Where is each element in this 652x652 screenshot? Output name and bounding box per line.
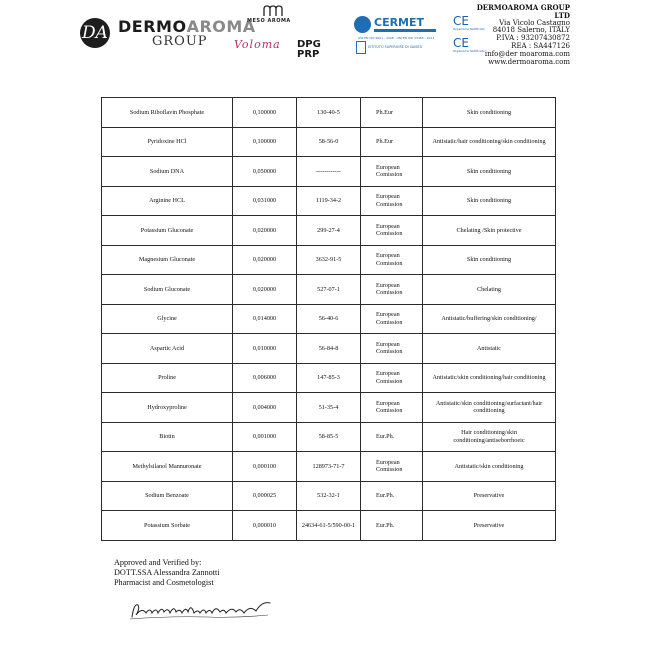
approver-name: DOTT.SSA Alessandra Zannotti <box>114 568 220 577</box>
concentration-cell: 0,020000 <box>233 245 297 275</box>
cas-number-cell: 51-35-4 <box>297 393 361 423</box>
ingredient-name-cell: Hydroxyproline <box>102 393 233 423</box>
iss-shield-icon <box>356 41 366 54</box>
voloma-logo: Voloma <box>234 38 281 51</box>
table-row <box>102 216 556 246</box>
function-cell: Skin conditioning <box>423 245 556 275</box>
concentration-cell: 0,050000 <box>233 157 297 187</box>
cermet-label: CERMET <box>374 16 425 29</box>
table-row <box>102 452 556 482</box>
ce-mark-1-text: CE <box>453 14 469 28</box>
company-vat: P.IVA : 93207430872 <box>496 34 570 43</box>
ingredient-name-cell: Sodium Riboflavin Phosphate <box>102 98 233 128</box>
ingredient-name-cell: Potassium Sorbate <box>102 511 233 541</box>
function-cell: Chelating /Skin protective <box>423 216 556 246</box>
approved-label: Approved and Verified by: <box>114 558 202 567</box>
ingredient-table-body <box>102 98 556 541</box>
meso-aroma-label: MESO AROMA <box>247 18 291 24</box>
function-cell: Chelating <box>423 275 556 305</box>
ingredient-name-cell: Pyridoxine HCl <box>102 127 233 157</box>
table-row <box>102 186 556 216</box>
reference-cell: European Comission <box>361 157 423 187</box>
function-cell: Skin conditioning <box>423 98 556 128</box>
approver-role: Pharmacist and Cosmetologist <box>114 578 214 587</box>
cas-number-cell: 56-84-8 <box>297 334 361 364</box>
ingredient-name-cell: Magnesium Gluconate <box>102 245 233 275</box>
cas-number-cell: 532-32-1 <box>297 481 361 511</box>
concentration-cell: 0,031000 <box>233 186 297 216</box>
ingredient-table <box>101 97 556 541</box>
cas-number-cell: 299-27-4 <box>297 216 361 246</box>
reference-cell: European Comission <box>361 275 423 305</box>
cas-number-cell: 128973-71-7 <box>297 452 361 482</box>
ingredient-name-cell: Sodium Gluconate <box>102 275 233 305</box>
ce-mark-2-sub: Organismo Notificato <box>453 49 485 53</box>
dpg-prp-logo <box>297 40 321 60</box>
cas-number-cell: 58-85-5 <box>297 422 361 452</box>
ingredient-name-cell: Potassium Gluconate <box>102 216 233 246</box>
ce-mark-1-sub: Organismo Notificato <box>453 27 485 31</box>
dermoaroma-monogram-logo: DA <box>80 18 110 48</box>
function-cell: Preservative <box>423 481 556 511</box>
concentration-cell: 0,000010 <box>233 511 297 541</box>
meso-aroma-logo-icon <box>263 5 283 17</box>
function-cell: Hair conditioning/skin conditioning/antiseborrhoeic <box>423 422 556 452</box>
company-email: info@der moaroma.com <box>484 49 570 58</box>
cermet-logo-icon <box>354 16 371 33</box>
verification-block <box>114 558 220 588</box>
reference-cell: European Comission <box>361 304 423 334</box>
function-cell: Preservative <box>423 511 556 541</box>
concentration-cell: 0,000100 <box>233 452 297 482</box>
reference-cell: European Comission <box>361 393 423 423</box>
reference-cell: European Comission <box>361 452 423 482</box>
reference-cell: European Comission <box>361 245 423 275</box>
letterhead <box>0 0 652 80</box>
company-name: DERMOAROMA GROUP LTD <box>476 3 570 20</box>
function-cell: Skin conditioning <box>423 157 556 187</box>
brand-prefix: DERMO <box>118 17 187 36</box>
function-cell: Antistatic <box>423 334 556 364</box>
iss-label: ISTITUTO SUPERIORE DI SANITÀ <box>368 45 422 49</box>
brand-group: GROUP <box>152 34 208 49</box>
concentration-cell: 0,100000 <box>233 98 297 128</box>
table-row <box>102 422 556 452</box>
ingredient-name-cell: Sodium DNA <box>102 157 233 187</box>
cas-number-cell: 58-56-0 <box>297 127 361 157</box>
concentration-cell: 0,020000 <box>233 275 297 305</box>
company-website: www.dermoaroma.com <box>488 57 570 66</box>
reference-cell: Ph.Eur <box>361 98 423 128</box>
cas-number-cell: 147-85-3 <box>297 363 361 393</box>
function-cell: Skin conditioning <box>423 186 556 216</box>
company-street: Via Vicolo Castagno <box>499 18 570 27</box>
table-row <box>102 275 556 305</box>
reference-cell: Eur.Ph. <box>361 481 423 511</box>
concentration-cell: 0,004000 <box>233 393 297 423</box>
ingredient-name-cell: Sodium Benzoate <box>102 481 233 511</box>
table-row <box>102 304 556 334</box>
concentration-cell: 0,100000 <box>233 127 297 157</box>
function-cell: Antistatic/skin conditioning/surfactant/hair conditioning <box>423 393 556 423</box>
ingredient-name-cell: Methylsilanol Mannuronate <box>102 452 233 482</box>
ingredient-name-cell: Proline <box>102 363 233 393</box>
ingredient-name-cell: Biotin <box>102 422 233 452</box>
cas-number-cell: 130-40-5 <box>297 98 361 128</box>
cermet-certification-line: UNI EN ISO 9001 - 2008 · UNI EN ISO 13485 - 2012 <box>358 36 435 40</box>
reference-cell: European Comission <box>361 334 423 364</box>
prp-line: PRP <box>297 49 320 60</box>
cas-number-cell: 527-07-1 <box>297 275 361 305</box>
table-row <box>102 393 556 423</box>
ingredient-name-cell: Aspartic Acid <box>102 334 233 364</box>
function-cell: Antistatic/skin conditioning <box>423 452 556 482</box>
concentration-cell: 0,010000 <box>233 334 297 364</box>
table-row <box>102 157 556 187</box>
cas-number-cell: 3632-91-5 <box>297 245 361 275</box>
table-row <box>102 127 556 157</box>
brand-suffix: AROMA <box>186 17 256 36</box>
dpg-line: DPG <box>297 39 321 50</box>
concentration-cell: 0,001000 <box>233 422 297 452</box>
concentration-cell: 0,000025 <box>233 481 297 511</box>
handwritten-signature <box>128 597 276 625</box>
table-row <box>102 334 556 364</box>
ingredient-name-cell: Glycine <box>102 304 233 334</box>
concentration-cell: 0,006000 <box>233 363 297 393</box>
cas-number-cell: 24634-61-5/590-00-1 <box>297 511 361 541</box>
concentration-cell: 0,014000 <box>233 304 297 334</box>
concentration-cell: 0,020000 <box>233 216 297 246</box>
table-row <box>102 363 556 393</box>
function-cell: Antistatic/buffering/skin conditioning/ <box>423 304 556 334</box>
reference-cell: European Comission <box>361 186 423 216</box>
table-row <box>102 511 556 541</box>
ce-mark-2-text: CE <box>453 36 469 50</box>
cas-number-cell: 1119-34-2 <box>297 186 361 216</box>
reference-cell: European Comission <box>361 216 423 246</box>
function-cell: Antistatic/skin conditioning/hair conditioning <box>423 363 556 393</box>
company-address-block <box>470 4 570 66</box>
reference-cell: European Comission <box>361 363 423 393</box>
table-row <box>102 245 556 275</box>
company-rea: REA : SA447126 <box>511 41 570 50</box>
reference-cell: Eur.Ph. <box>361 422 423 452</box>
table-row <box>102 98 556 128</box>
reference-cell: Ph.Eur <box>361 127 423 157</box>
company-city: 84018 Salerno, ITALY <box>492 26 570 35</box>
cas-number-cell: 56-40-6 <box>297 304 361 334</box>
reference-cell: Eur.Ph. <box>361 511 423 541</box>
table-row <box>102 481 556 511</box>
ingredient-name-cell: Arginine HCL <box>102 186 233 216</box>
cas-number-cell: ------------ <box>297 157 361 187</box>
cermet-underline <box>374 29 436 32</box>
function-cell: Antistatic/hair conditioning/skin conditioning <box>423 127 556 157</box>
